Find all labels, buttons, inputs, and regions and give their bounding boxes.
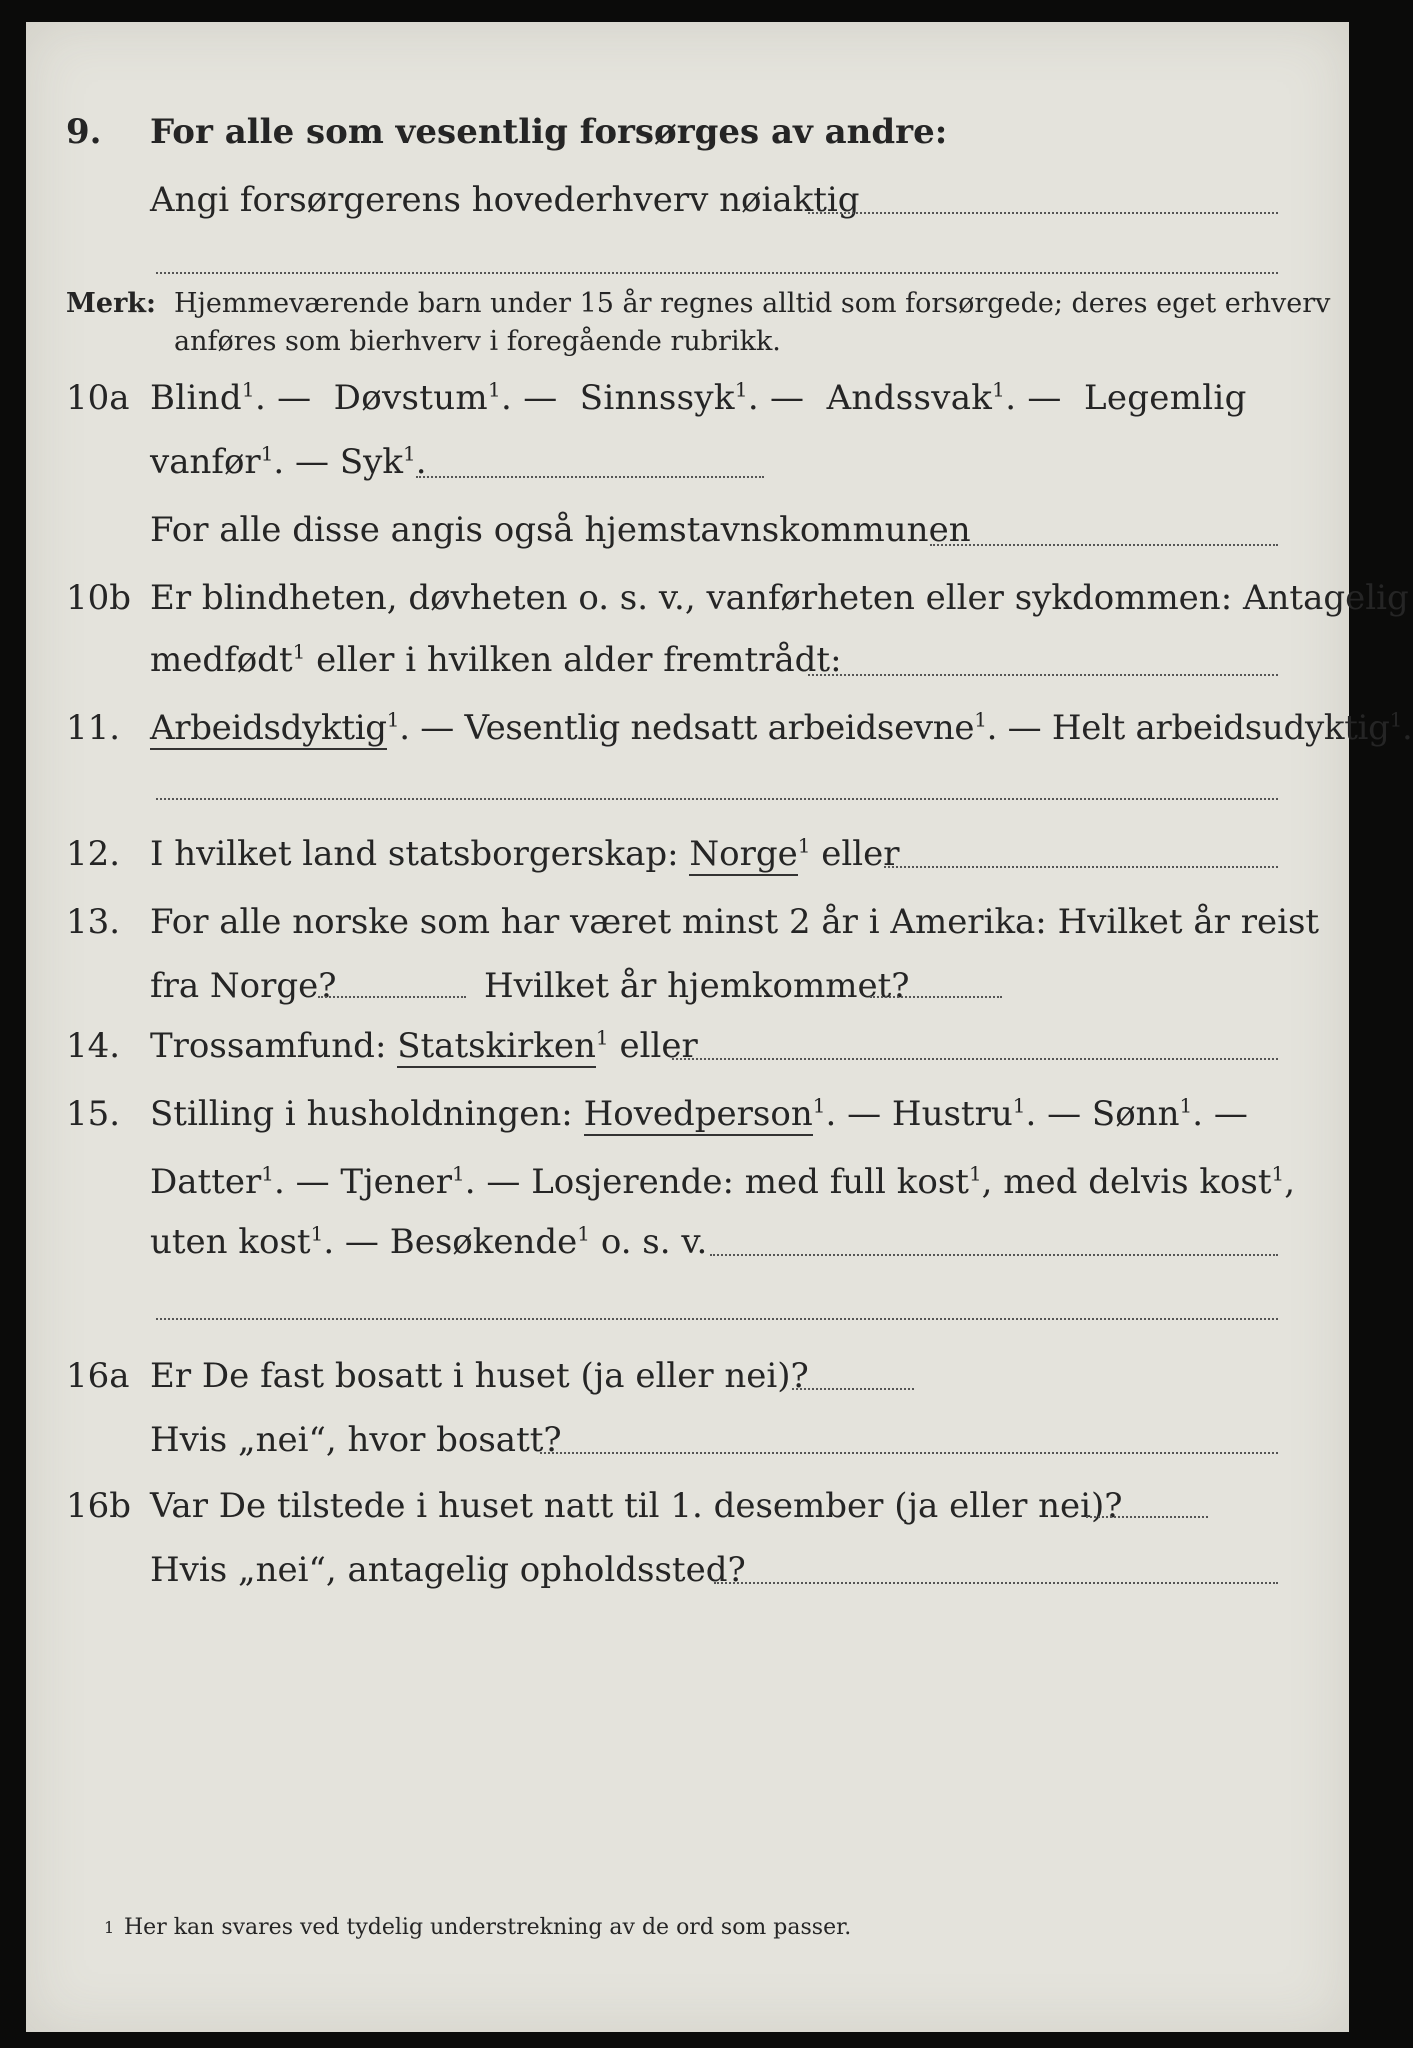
opt-andssvak[interactable]: Andssvak xyxy=(826,378,993,418)
q16a-text-2: Hvis „nei“, hvor bosatt? xyxy=(150,1420,562,1460)
merk-line1 xyxy=(0,284,1363,324)
q13-number: 13. xyxy=(66,902,121,942)
q16a-bosatt-answer-line[interactable] xyxy=(540,1452,1278,1454)
q14-number: 14. xyxy=(66,1026,121,1066)
opt-sinnssyk[interactable]: Sinnssyk xyxy=(579,378,735,418)
q10a-hjemstavn-answer-line[interactable] xyxy=(930,544,1278,546)
q10a-line1 xyxy=(0,378,1363,418)
merk-line2 xyxy=(0,322,1363,362)
q15-text-3: uten kost$^1$. — Besøkende$^1$ o. s. v. xyxy=(150,1221,708,1262)
q10a-syk-answer-line[interactable] xyxy=(416,476,764,478)
opt-norge[interactable]: Norge xyxy=(689,834,798,874)
q14-text: Trossamfund: Statskirken$^1$ eller xyxy=(150,1025,698,1066)
q10a-number: 10a xyxy=(66,378,130,418)
q15-line3 xyxy=(0,1222,1363,1262)
opt-sonn[interactable]: Sønn xyxy=(1091,1094,1180,1134)
q15-answer-line-1[interactable] xyxy=(710,1254,1278,1256)
q9-answer-line-2[interactable] xyxy=(156,272,1278,274)
merk-text-2: anføres som bierhverv i foregående rubrikk. xyxy=(174,326,781,357)
q16b-opholdssted-answer-line[interactable] xyxy=(714,1582,1278,1584)
opt-tjener[interactable]: Tjener xyxy=(340,1162,453,1202)
q15-line2 xyxy=(0,1162,1363,1202)
q16a-line2 xyxy=(0,1420,1363,1460)
q14-answer-line[interactable] xyxy=(672,1058,1278,1060)
opt-dovstum[interactable]: Døvstum xyxy=(333,378,488,418)
q10b-text-2: medfødt$^1$ eller i hvilken alder fremtrådt: xyxy=(150,639,842,680)
q15-text-2: Datter$^1$. — Tjener$^1$. — Losjerende: med full kost$^1$, med delvis kost$^1$, xyxy=(150,1161,1296,1202)
q13-hjemkommet-answer-line[interactable] xyxy=(870,996,1002,998)
merk-text-1: Hjemmeværende barn under 15 år regnes alltid som forsørgede; deres eget erhverv xyxy=(174,288,1331,319)
q12-answer-line[interactable] xyxy=(884,866,1278,868)
q16a-line1 xyxy=(0,1356,1363,1396)
q9-answer-line-1[interactable] xyxy=(808,212,1278,214)
q16a-number: 16a xyxy=(66,1356,130,1396)
q13-reist-answer-line[interactable] xyxy=(318,996,466,998)
q10b-number: 10b xyxy=(66,578,132,618)
opt-hovedperson[interactable]: Hovedperson xyxy=(583,1094,813,1134)
q9-provider-label: Angi forsørgerens hovederhverv nøiaktig xyxy=(150,180,860,220)
q9-number: 9. xyxy=(66,112,102,152)
q15-number: 15. xyxy=(66,1094,121,1134)
q13-hjemkommet-label: Hvilket år hjemkommet? xyxy=(484,966,910,1006)
q11-options: Arbeidsdyktig$^1$. — Vesentlig nedsatt arbeidsevne$^1$. — Helt arbeidsudyktig$^1$. xyxy=(150,707,1413,748)
opt-vanfor[interactable]: vanfør xyxy=(150,442,261,482)
q9-heading: For alle som vesentlig forsørges av andre: xyxy=(150,112,948,152)
q16b-line1 xyxy=(0,1486,1363,1526)
q10b-answer-line[interactable] xyxy=(808,674,1278,676)
opt-legemlig[interactable]: Legemlig xyxy=(1083,378,1247,418)
opt-delvis-kost[interactable]: kost xyxy=(1199,1162,1272,1202)
opt-datter[interactable]: Datter xyxy=(150,1162,262,1202)
q11-line1 xyxy=(0,707,1413,748)
footnote xyxy=(0,1908,1363,1948)
q15-answer-line-2[interactable] xyxy=(156,1318,1278,1320)
opt-medfodt[interactable]: medfødt xyxy=(150,640,293,680)
footnote-text: Her kan svares ved tydelig understrekning av de ord som passer. xyxy=(124,1915,852,1940)
q16b-number: 16b xyxy=(66,1486,132,1526)
opt-statskirken[interactable]: Statskirken xyxy=(397,1026,596,1066)
q13-reist-label: fra Norge? xyxy=(150,966,337,1006)
q13-line1 xyxy=(0,902,1363,942)
q13-line2 xyxy=(0,966,1363,1006)
opt-hustru[interactable]: Hustru xyxy=(891,1094,1013,1134)
q15-line1 xyxy=(0,1094,1363,1134)
q12-text: I hvilket land statsborgerskap: Norge$^1$ eller xyxy=(150,833,900,874)
opt-blind[interactable]: Blind xyxy=(150,378,242,418)
opt-syk[interactable]: Syk xyxy=(339,442,403,482)
q10a-options-1: Blind$^1$. — Døvstum$^1$. — Sinnssyk$^1$. — Andssvak$^1$. — Legemlig xyxy=(150,377,1247,418)
footnote-mark: 1 xyxy=(104,1918,115,1937)
opt-nedsatt-arbeidsevne[interactable]: Vesentlig nedsatt arbeidsevne xyxy=(464,708,975,748)
q16b-text-2: Hvis „nei“, antagelig opholdssted? xyxy=(150,1550,746,1590)
q9-line2 xyxy=(0,180,1363,220)
q15-text-1: Stilling i husholdningen: Hovedperson$^1$. — Hustru$^1$. — Sønn$^1$. — xyxy=(150,1093,1248,1134)
q16b-text-1: Var De tilstede i huset natt til 1. desember (ja eller nei)? xyxy=(150,1486,1123,1526)
q10b-text-1: Er blindheten, døvheten o. s. v., vanførheten eller sykdommen: Antagelig xyxy=(150,578,1409,618)
q16a-text-1: Er De fast bosatt i huset (ja eller nei)? xyxy=(150,1356,809,1396)
q16b-line2 xyxy=(0,1550,1363,1590)
opt-arbeidsudyktig[interactable]: Helt arbeidsudyktig xyxy=(1051,708,1390,748)
q13-text-1: For alle norske som har været minst 2 år i Amerika: Hvilket år reist xyxy=(150,902,1320,942)
q14-line1 xyxy=(0,1026,1363,1066)
q9-line1 xyxy=(0,112,1363,152)
opt-arbeidsdyktig[interactable]: Arbeidsdyktig xyxy=(150,708,387,748)
q16b-answer-line[interactable] xyxy=(1086,1516,1208,1518)
merk-label: Merk: xyxy=(66,288,156,319)
opt-uten-kost[interactable]: uten kost xyxy=(150,1222,311,1262)
q11-number: 11. xyxy=(66,708,121,748)
q16a-answer-line[interactable] xyxy=(792,1388,914,1390)
q12-number: 12. xyxy=(66,834,121,874)
q12-line1 xyxy=(0,834,1363,874)
q11-answer-line[interactable] xyxy=(156,798,1278,800)
q10b-line1 xyxy=(0,578,1409,618)
q10a-hjemstavn-label: For alle disse angis også hjemstavnskommunen xyxy=(150,510,971,550)
opt-full-kost[interactable]: kost xyxy=(896,1162,969,1202)
opt-besokende[interactable]: Besøkende xyxy=(389,1222,578,1262)
q10a-options-2: vanfør$^1$. — Syk$^1$. xyxy=(150,441,427,482)
